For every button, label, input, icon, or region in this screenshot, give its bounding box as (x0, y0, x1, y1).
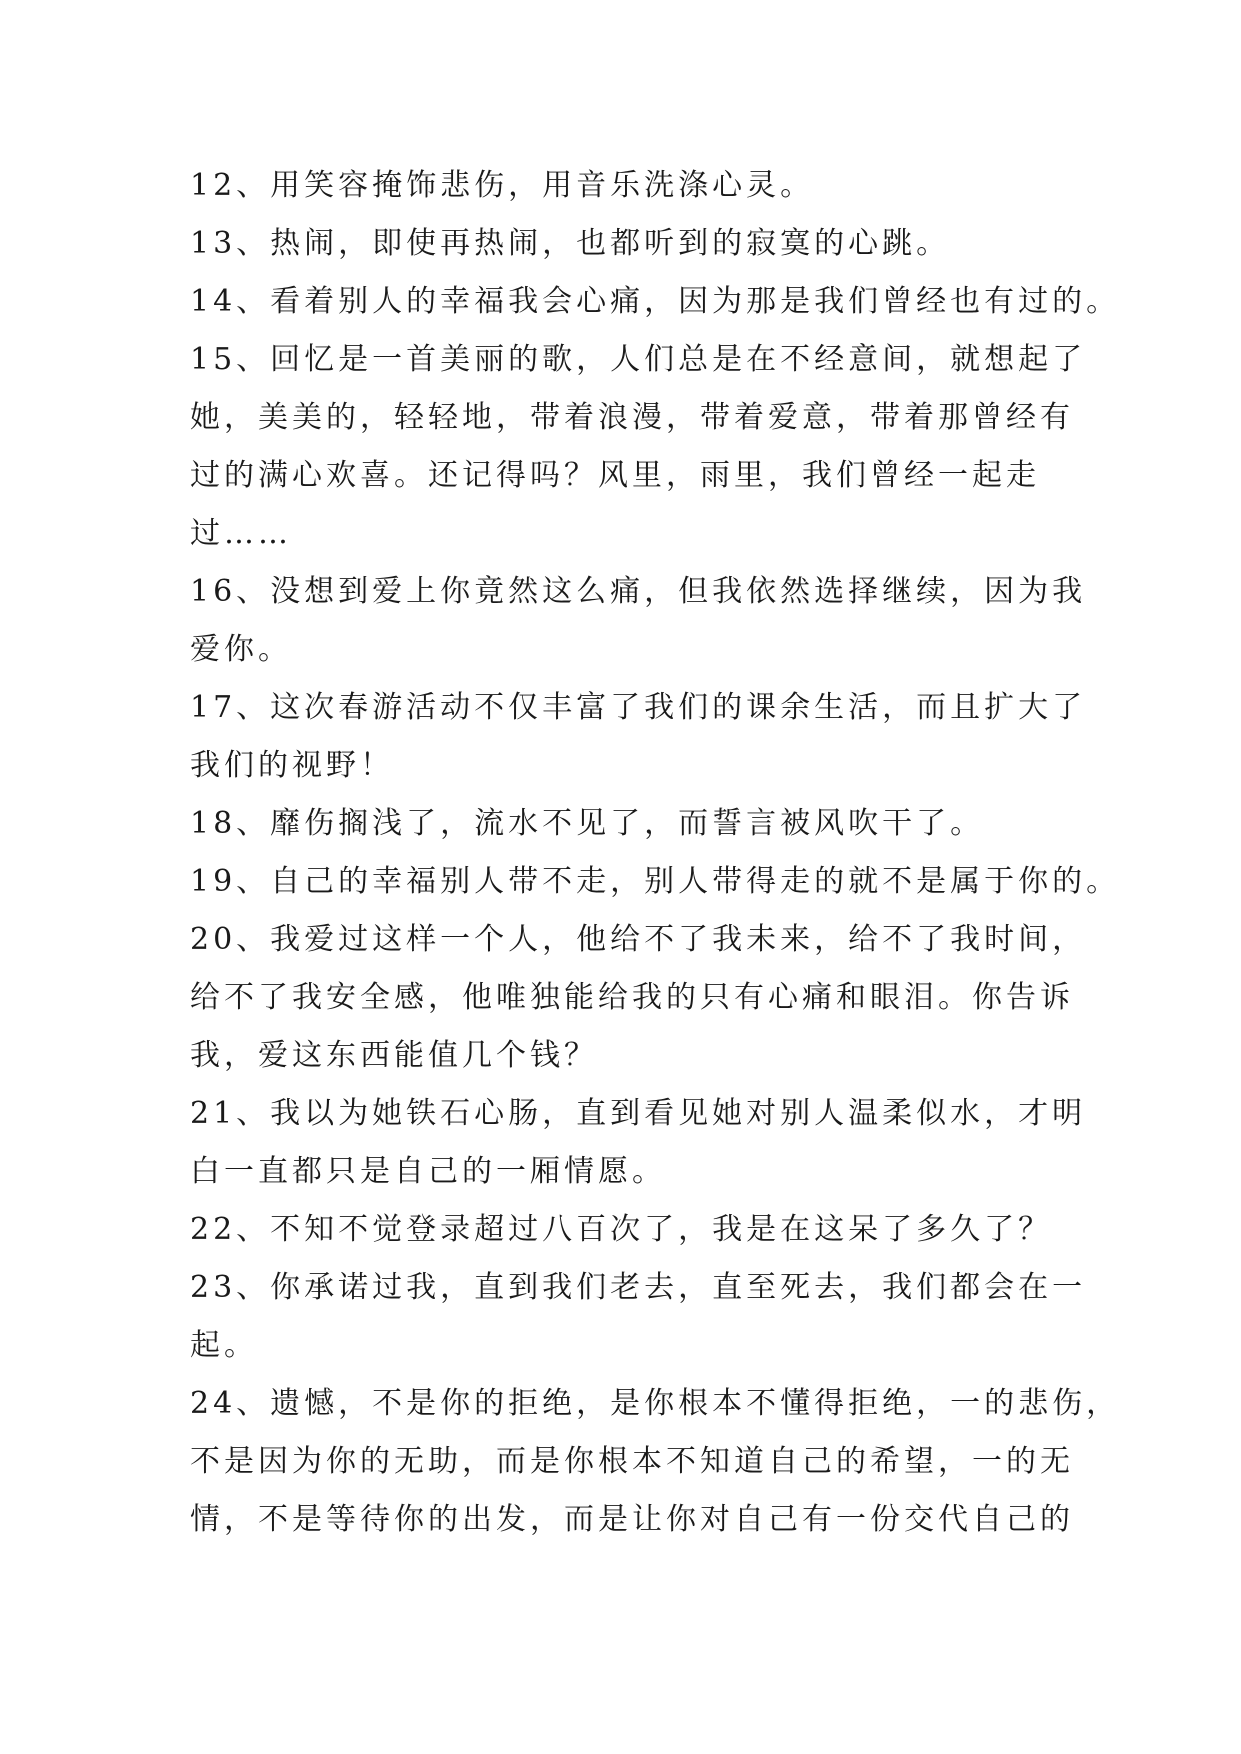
text-line: 13、热闹，即使再热闹，也都听到的寂寞的心跳。 (190, 226, 951, 261)
text-line: 爱你。 (190, 632, 292, 667)
text-line: 过的满心欢喜。还记得吗？风里，雨里，我们曾经一起走 (190, 458, 1040, 493)
text-line: 24、遗憾，不是你的拒绝，是你根本不懂得拒绝，一的悲伤， (190, 1386, 1121, 1421)
text-line: 起。 (190, 1328, 258, 1363)
text-line: 19、自己的幸福别人带不走，别人带得走的就不是属于你的。 (190, 864, 1121, 899)
text-line: 我们的视野！ (190, 748, 394, 783)
text-line: 20、我爱过这样一个人，他给不了我未来，给不了我时间， (190, 922, 1087, 957)
text-line: 白一直都只是自己的一厢情愿。 (190, 1154, 666, 1189)
text-line: 21、我以为她铁石心肠，直到看见她对别人温柔似水，才明 (190, 1096, 1087, 1131)
text-line: 18、靡伤搁浅了，流水不见了，而誓言被风吹干了。 (190, 806, 985, 841)
text-line: 23、你承诺过我，直到我们老去，直至死去，我们都会在一 (190, 1270, 1087, 1305)
text-line: 15、回忆是一首美丽的歌，人们总是在不经意间，就想起了 (190, 342, 1087, 377)
text-line: 不是因为你的无助，而是你根本不知道自己的希望，一的无 (190, 1444, 1074, 1479)
text-line: 17、这次春游活动不仅丰富了我们的课余生活，而且扩大了 (190, 690, 1087, 725)
text-line: 16、没想到爱上你竟然这么痛，但我依然选择继续，因为我 (190, 574, 1087, 609)
text-line: 14、看着别人的幸福我会心痛，因为那是我们曾经也有过的。 (190, 284, 1121, 319)
text-line: 我，爱这东西能值几个钱？ (190, 1038, 598, 1073)
text-line: 她，美美的，轻轻地，带着浪漫，带着爱意，带着那曾经有 (190, 400, 1074, 435)
document-body (190, 157, 1121, 1549)
text-line: 12、用笑容掩饰悲伤，用音乐洗涤心灵。 (190, 168, 815, 203)
text-line: 22、不知不觉登录超过八百次了，我是在这呆了多久了？ (190, 1212, 1053, 1247)
text-line: 过…… (190, 516, 292, 551)
text-line: 情，不是等待你的出发，而是让你对自己有一份交代自己的 (190, 1502, 1074, 1537)
text-line: 给不了我安全感，他唯独能给我的只有心痛和眼泪。你告诉 (190, 980, 1074, 1015)
